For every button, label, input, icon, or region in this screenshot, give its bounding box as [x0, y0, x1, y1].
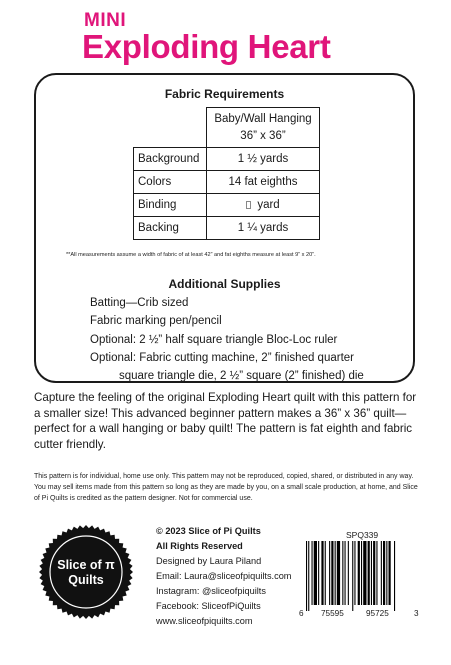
supplies-list — [90, 294, 364, 385]
barcode-bar — [335, 541, 336, 605]
barcode-bar — [358, 541, 360, 605]
barcode-bar — [381, 541, 382, 605]
website-link[interactable]: www.sliceofpiquilts.com — [156, 616, 253, 626]
barcode-bar — [389, 541, 391, 605]
list-item: square triangle die, 2 ½” square (2” finished) die — [119, 370, 364, 383]
pattern-description: Capture the feeling of the original Exploding Heart quilt with this pattern for a smaller size! This advanced beginner pattern makes a 36” x 36” quilt—perfect for a wall hanging or baby quilt! The pattern is fat eighth and fabric cutter friendly. — [34, 391, 417, 452]
row-value: 1 ½ yards — [207, 148, 320, 171]
upc-barcode — [299, 541, 420, 619]
slice-of-pi-logo — [38, 524, 134, 620]
barcode-bar — [314, 541, 317, 605]
facebook-link[interactable]: Facebook: SliceofPiQuilts — [156, 601, 261, 611]
list-item: Batting—Crib sized — [90, 297, 189, 309]
instagram-link[interactable]: Instagram: @sliceofpiquilts — [156, 586, 266, 596]
logo-line-2: Quilts — [68, 573, 104, 587]
barcode-bar — [386, 541, 387, 605]
barcode-bar — [383, 541, 385, 605]
title-mini: MINI — [84, 10, 127, 31]
email-link[interactable]: Email: Laura@sliceofpiquilts.com — [156, 571, 292, 581]
barcode-bar — [342, 541, 343, 605]
measurement-footnote: **All measurements assume a width of fabric of at least 42” and fat eighths measure at least 9” x 20”. — [66, 252, 316, 258]
additional-supplies-heading: Additional Supplies — [168, 277, 281, 291]
rights-text: All Rights Reserved — [156, 541, 243, 551]
row-label: Backing — [134, 217, 207, 240]
legal-notice: This pattern is for individual, home use only. This pattern may not be reproduced, copied, shared, or distributed in any way. You may sell items made from this pattern so long as they are made by you, on a small scale production, at home, and Slice of Pi Quilts is credited as the pattern designer. Not for commercial use. — [34, 473, 418, 503]
list-item: Optional: Fabric cutting machine, 2” finished quarter — [90, 351, 354, 364]
barcode-bar — [352, 541, 353, 611]
barcode-bar — [361, 541, 362, 605]
table-row — [134, 194, 320, 217]
copyright-text: © 2023 Slice of Pi Quilts — [156, 526, 261, 536]
row-label: Binding — [134, 194, 207, 217]
row-value: 14 fat eighths — [207, 171, 320, 194]
fabric-table — [133, 107, 320, 240]
barcode-bar — [373, 541, 375, 605]
barcode-bars-icon — [299, 541, 420, 619]
table-row — [134, 148, 320, 171]
fabric-table-size-header — [207, 108, 320, 148]
barcode-bar — [394, 541, 395, 611]
barcode-bar — [331, 541, 333, 605]
table-row — [134, 171, 320, 194]
list-item: Fabric marking pen/pencil — [90, 315, 222, 328]
table-row — [134, 217, 320, 240]
size-header-line-2: 36” x 36” — [240, 129, 286, 142]
barcode-bar — [325, 541, 326, 605]
row-label: Colors — [134, 171, 207, 194]
barcode-bar — [368, 541, 370, 605]
page-title: Exploding Heart — [82, 28, 331, 65]
barcode-bar — [363, 541, 366, 605]
logo-line-1: Slice of π — [57, 558, 115, 572]
barcode-digit-first: 6 — [299, 609, 304, 618]
barcode-bar — [308, 541, 309, 611]
row-value: yard — [257, 199, 280, 211]
barcode-digits-right: 95725 — [366, 609, 389, 618]
barcode-bar — [354, 541, 355, 605]
contact-block — [156, 524, 291, 629]
barcode-bar — [345, 541, 346, 605]
barcode-bar — [371, 541, 372, 605]
designer-text: Designed by Laura Piland — [156, 556, 262, 566]
missing-glyph-icon — [246, 201, 251, 209]
barcode-bar — [321, 541, 323, 605]
fabric-requirements-heading: Fabric Requirements — [164, 87, 285, 101]
fabric-table-header-row — [134, 108, 320, 148]
barcode-digit-check: 3 — [414, 609, 419, 618]
barcode-bar — [318, 541, 319, 605]
logo-badge-icon — [38, 524, 134, 620]
size-header-line-1: Baby/Wall Hanging — [214, 112, 312, 125]
barcode-bar — [376, 541, 377, 605]
barcode-bar — [312, 541, 313, 605]
row-value-cell — [207, 194, 320, 217]
barcode-bar — [306, 541, 307, 611]
fabric-table-corner — [134, 108, 207, 148]
barcode-digits-left: 75595 — [321, 609, 344, 618]
sku-label: SPQ339 — [346, 530, 379, 540]
fabric-requirements-box — [34, 73, 415, 383]
row-value: 1 ¼ yards — [207, 217, 320, 240]
barcode-bar — [337, 541, 340, 605]
row-label: Background — [134, 148, 207, 171]
list-item: Optional: 2 ½” half square triangle Bloc-Loc ruler — [90, 333, 338, 346]
barcode-bar — [348, 541, 349, 605]
barcode-bar — [329, 541, 330, 605]
